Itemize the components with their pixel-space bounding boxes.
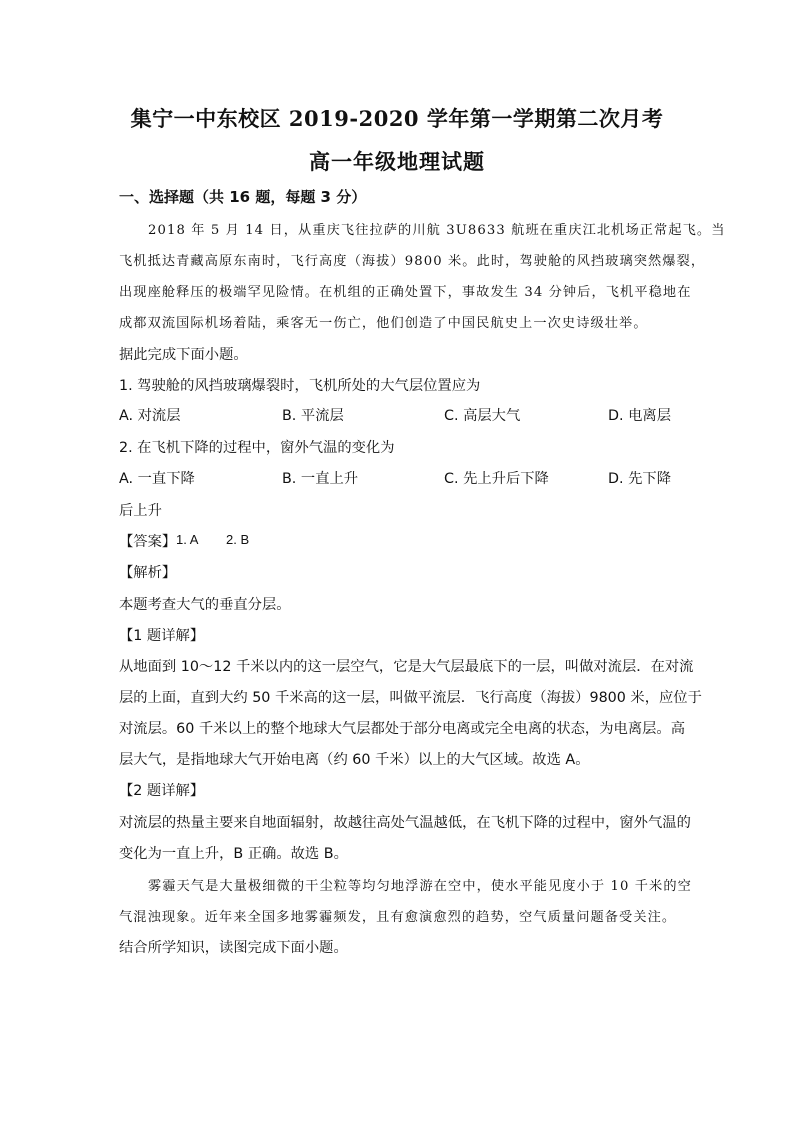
detail-1-line: 层的上面，直到大约 50 千米高的这一层，叫做平流层．飞行高度（海拔）9800 米，应位于 — [119, 690, 702, 706]
q2-option-a: A. 一直下降 — [119, 471, 195, 487]
section-heading: 一、选择题（共 16 题，每题 3 分） — [119, 188, 367, 206]
exam-title: 集宁一中东校区 2019-2020 学年第一学期第二次月考 — [130, 106, 664, 131]
q2-option-d-continuation: 后上升 — [119, 503, 162, 519]
analysis-tag: 【解析】 — [119, 565, 177, 581]
passage1-line: 成都双流国际机场着陆，乘客无一伤亡，他们创造了中国民航史上一次史诗级壮举。 — [119, 316, 648, 331]
q2-option-b: B. 一直上升 — [282, 471, 359, 487]
passage1-line: 飞机抵达青藏高原东南时，飞行高度（海拔）9800 米。此时，驾驶舱的风挡玻璃突然爆裂， — [119, 254, 706, 269]
question-prompt: 结合所学知识，读图完成下面小题。 — [119, 940, 348, 956]
detail-1-tag: 【1 题详解】 — [119, 628, 205, 644]
passage1-line: 2018 年 5 月 14 日，从重庆飞往拉萨的川航 3U8633 航班在重庆江北机场正常起飞。当 — [148, 223, 726, 238]
q2-option-c: C. 先上升后下降 — [444, 471, 549, 487]
q2-option-d: D. 先下降 — [608, 471, 671, 487]
exam-subtitle: 高一年级地理试题 — [309, 149, 485, 174]
detail-1-line: 对流层。60 千米以上的整个地球大气层都处于部分电离或完全电离的状态，为电离层。高 — [119, 721, 686, 737]
detail-1-line: 层大气，是指地球大气开始电离（约 60 千米）以上的大气区域。故选 A。 — [119, 752, 590, 768]
q1-option-c: C. 高层大气 — [444, 408, 521, 424]
detail-1-line: 从地面到 10～12 千米以内的这一层空气，它是大气层最底下的一层，叫做对流层．在对流 — [119, 659, 694, 675]
question-1-stem: 1. 驾驶舱的风挡玻璃爆裂时，飞机所处的大气层位置应为 — [119, 378, 481, 394]
detail-2-line: 变化为一直上升，B 正确。故选 B。 — [119, 846, 348, 862]
question-prompt: 据此完成下面小题。 — [119, 347, 248, 363]
detail-2-tag: 【2 题详解】 — [119, 783, 205, 799]
answer-2: 2. B — [226, 532, 250, 547]
q1-option-b: B. 平流层 — [282, 408, 344, 424]
passage2-line: 气混浊现象。近年来全国多地雾霾频发，且有愈演愈烈的趋势，空气质量问题备受关注。 — [119, 910, 677, 925]
answer-tag: 【答案】 — [119, 534, 177, 550]
passage1-line: 出现座舱释压的极端罕见险情。在机组的正确处置下，事故发生 34 分钟后，飞机平稳地在 — [119, 285, 692, 300]
analysis-intro: 本题考查大气的垂直分层。 — [119, 597, 291, 613]
passage2-line: 雾霾天气是大量极细微的干尘粒等均匀地浮游在空中，使水平能见度小于 10 千米的空 — [148, 879, 692, 894]
question-2-stem: 2. 在飞机下降的过程中，窗外气温的变化为 — [119, 440, 395, 456]
answer-1: 1. A — [176, 532, 199, 547]
q1-option-d: D. 电离层 — [608, 408, 671, 424]
detail-2-line: 对流层的热量主要来自地面辐射，故越往高处气温越低，在飞机下降的过程中，窗外气温的 — [119, 815, 691, 831]
q1-option-a: A. 对流层 — [119, 408, 181, 424]
